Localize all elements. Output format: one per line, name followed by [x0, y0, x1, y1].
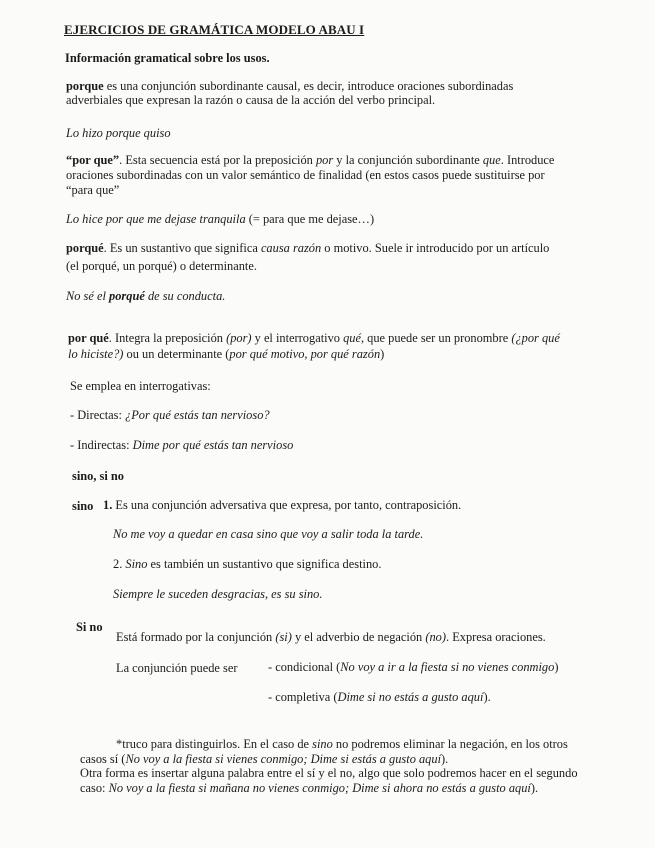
por-que-example: Lo hice por que me dejase tranquila (= para que me dejase…) [66, 212, 375, 226]
term-porque: porque [66, 79, 104, 93]
trick-line-3: Otra forma es insertar alguna palabra entre el sí y el no, algo que solo podremos hacer en el segundo [80, 766, 578, 780]
si-no-definition: Está formado por la conjunción (si) y el adverbio de negación (no). Expresa oraciones. [116, 630, 546, 644]
section-subtitle: Información gramatical sobre los usos. [65, 51, 270, 65]
si-no-conditional: - condicional (No voy a ir a la fiesta si no vienes conmigo) [268, 660, 559, 674]
direct-question-example: - Directas: ¿Por qué estás tan nervioso? [70, 408, 270, 422]
term-sino: sino [72, 499, 94, 513]
porque-noun-definition-line-2: (el porqué, un porqué) o determinante. [66, 259, 257, 273]
indirect-question-example: - Indirectas: Dime por qué estás tan nervioso [70, 438, 294, 452]
term-porque-noun: porqué [66, 241, 104, 255]
sino-example-1: No me voy a quedar en casa sino que voy a salir toda la tarde. [113, 527, 424, 541]
term-por-que-sep: por qué [68, 331, 109, 345]
si-no-conjunction-label: La conjunción puede ser [116, 661, 238, 675]
por-que-definition-line-2: oraciones subordinadas con un valor semántico de finalidad (en estos casos puede sustituirse por [66, 168, 545, 182]
sino-example-2: Siempre le suceden desgracias, es su sino. [113, 587, 323, 601]
por-que-definition-line-3: “para que” [66, 183, 120, 197]
por-que-sep-definition-line-1: por qué. Integra la preposición (por) y el interrogativo qué, que puede ser un pronombre (¿por qué [68, 331, 560, 345]
term-por-que: “por que” [66, 153, 120, 167]
por-que-sep-definition-line-2: lo hiciste?) ou un determinante (por qué motivo, por qué razón) [68, 347, 385, 361]
trick-line-2: casos sí (No voy a la fiesta si vienes conmigo; Dime si estás a gusto aquí). [80, 752, 449, 766]
porque-noun-example: No sé el porqué de su conducta. [66, 289, 226, 303]
sino-definition-2: 2. Sino es también un sustantivo que significa destino. [113, 557, 382, 571]
por-que-definition-line-1: “por que”. Esta secuencia está por la preposición por y la conjunción subordinante que. Introduce [66, 153, 555, 167]
trick-line-1: *truco para distinguirlos. En el caso de sino no podremos eliminar la negación, en los otros [116, 737, 568, 751]
sino-definition-1: 1. Es una conjunción adversativa que expresa, por tanto, contraposición. [103, 498, 462, 512]
term-si-no: Si no [76, 620, 103, 634]
porque-definition-line-2: adverbiales que expresan la razón o causa de la acción del verbo principal. [66, 93, 436, 107]
trick-line-4: caso: No voy a la fiesta si mañana no vienes conmigo; Dime si ahora no estás a gusto aquí). [80, 781, 539, 795]
si-no-completive: - completiva (Dime si no estás a gusto aquí). [268, 690, 491, 704]
porque-example: Lo hizo porque quiso [66, 126, 171, 140]
page-title: EJERCICIOS DE GRAMÁTICA MODELO ABAU I [64, 22, 365, 37]
porque-definition-line-1: porque es una conjunción subordinante causal, es decir, introduce oraciones subordinadas [66, 79, 514, 93]
sino-si-no-heading: sino, si no [72, 469, 124, 483]
por-que-sep-usage: Se emplea en interrogativas: [70, 379, 211, 393]
porque-noun-definition-line-1: porqué. Es un sustantivo que significa causa razón o motivo. Suele ir introducido por un artículo [66, 241, 550, 255]
